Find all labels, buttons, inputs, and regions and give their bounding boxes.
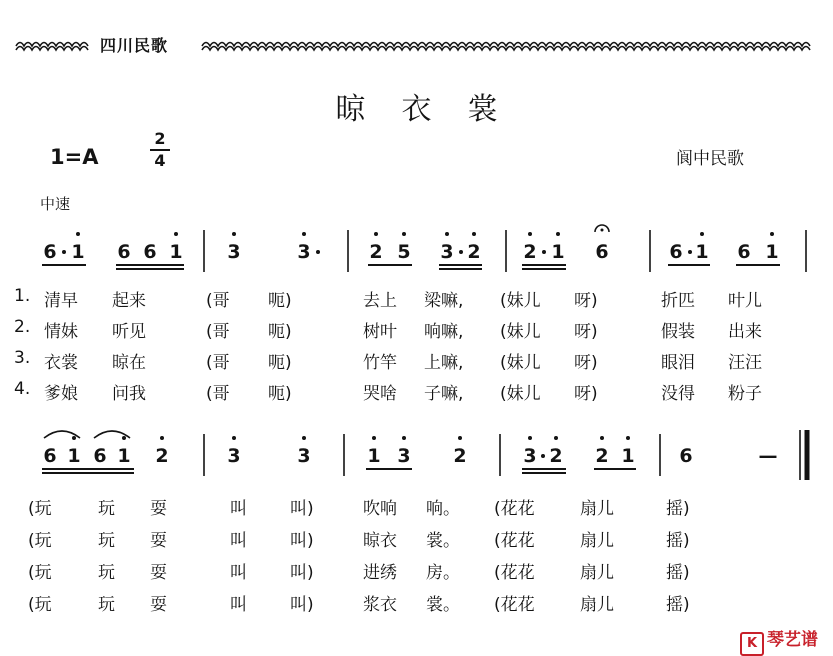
- octave-dot: [302, 436, 306, 440]
- logo-icon: K: [740, 632, 764, 656]
- lyric-word: (妹儿: [500, 322, 541, 342]
- note-7: 3: [297, 445, 311, 467]
- note-15: 6: [669, 241, 683, 263]
- lyric-word: (妹儿: [500, 291, 541, 311]
- octave-dot: [770, 232, 774, 236]
- duration-dot: [542, 250, 546, 254]
- lyric-word: 扇儿: [580, 563, 614, 583]
- time-signature: [150, 130, 170, 170]
- octave-dot: [458, 436, 462, 440]
- octave-dot: [528, 436, 532, 440]
- lyric-word: 扇儿: [580, 595, 614, 615]
- note-14: 1: [621, 445, 635, 467]
- duration-dot: [316, 250, 320, 254]
- lyric-word: (哥: [206, 291, 230, 311]
- lyric-word: 折匹: [661, 291, 695, 311]
- watermark-logo: [740, 625, 818, 656]
- lyric-word: 耍: [150, 563, 167, 583]
- lyric-word: 叫: [230, 595, 247, 615]
- lyric-word: 粉子: [728, 384, 762, 404]
- note-10: 2: [453, 445, 467, 467]
- duration-dot: [62, 250, 66, 254]
- fermata-dot: [601, 229, 604, 232]
- lyric-word: 上嘛,: [424, 353, 464, 373]
- decorative-wave-right: [200, 36, 812, 52]
- note-5: 2: [155, 445, 169, 467]
- octave-dot: [174, 232, 178, 236]
- lyric-word: (妹儿: [500, 353, 541, 373]
- lyric-word: 叫: [230, 531, 247, 551]
- lyric-word: (玩: [28, 531, 52, 551]
- lyric-word: 梁嘛,: [424, 291, 464, 311]
- lyric-word: (哥: [206, 384, 230, 404]
- lyric-word: 呃): [268, 291, 292, 311]
- lyric-word: 吹响: [363, 499, 397, 519]
- lyric-word: 叫: [230, 499, 247, 519]
- lyric-word: 摇): [666, 499, 690, 519]
- note-9: 5: [397, 241, 411, 263]
- lyric-word: 摇): [666, 563, 690, 583]
- lyric-word: 叫): [290, 563, 314, 583]
- note-7: 3: [297, 241, 311, 263]
- lyric-word: (玩: [28, 499, 52, 519]
- lyric-word: 子嘛,: [424, 384, 464, 404]
- lyric-word: 叫): [290, 531, 314, 551]
- lyric-word: 摇): [666, 531, 690, 551]
- lyric-word: 玩: [98, 595, 115, 615]
- note-8: 1: [367, 445, 381, 467]
- lyric-word: 耍: [150, 531, 167, 551]
- tempo-marking: 中速: [40, 195, 71, 213]
- lyric-word: 呀): [574, 353, 598, 373]
- octave-dot: [232, 436, 236, 440]
- lyric-word: 衣裳: [44, 353, 78, 373]
- octave-dot: [600, 436, 604, 440]
- lyric-word: (花花: [494, 595, 535, 615]
- note-14: 6: [595, 241, 609, 263]
- note-6: 3: [227, 241, 241, 263]
- lyric-word: 裳。: [426, 595, 460, 615]
- lyric-word: 呀): [574, 291, 598, 311]
- note-17: 6: [737, 241, 751, 263]
- note-16: —: [758, 445, 778, 467]
- lyric-word: (花花: [494, 531, 535, 551]
- octave-dot: [72, 436, 76, 440]
- note-10: 3: [440, 241, 454, 263]
- lyric-word: 去上: [363, 291, 397, 311]
- note-12: 2: [523, 241, 537, 263]
- lyric-word: (花花: [494, 563, 535, 583]
- lyric-word: 叶儿: [728, 291, 762, 311]
- note-3: 6: [117, 241, 131, 263]
- watermark-text: 琴艺谱: [767, 630, 818, 650]
- lyric-word: 3.: [14, 348, 31, 368]
- series-label: 四川民歌: [100, 36, 169, 55]
- lyric-word: 假装: [661, 322, 695, 342]
- note-4: 6: [143, 241, 157, 263]
- lyric-word: 呃): [268, 384, 292, 404]
- lyric-word: (哥: [206, 353, 230, 373]
- lyric-word: 2.: [14, 317, 31, 337]
- lyric-word: 扇儿: [580, 499, 614, 519]
- lyric-word: 哭啥: [363, 384, 397, 404]
- time-top: 2: [154, 129, 166, 148]
- key-signature: 1=A: [50, 145, 99, 169]
- lyric-word: 呀): [574, 322, 598, 342]
- lyric-word: 扇儿: [580, 531, 614, 551]
- octave-dot: [302, 232, 306, 236]
- lyric-word: (玩: [28, 595, 52, 615]
- note-8: 2: [369, 241, 383, 263]
- lyric-word: 情妹: [44, 322, 78, 342]
- lyric-word: 响。: [426, 499, 460, 519]
- octave-dot: [472, 232, 476, 236]
- octave-dot: [445, 232, 449, 236]
- lyric-word: (哥: [206, 322, 230, 342]
- lyric-word: 爹娘: [44, 384, 78, 404]
- note-13: 1: [551, 241, 565, 263]
- note-16: 1: [695, 241, 709, 263]
- lyric-word: 4.: [14, 379, 31, 399]
- decorative-wave-left: [14, 36, 92, 52]
- octave-dot: [160, 436, 164, 440]
- lyric-word: 玩: [98, 499, 115, 519]
- lyric-word: 叫: [230, 563, 247, 583]
- lyric-word: 晾衣: [363, 531, 397, 551]
- octave-dot: [626, 436, 630, 440]
- duration-dot: [688, 250, 692, 254]
- note-15: 6: [679, 445, 693, 467]
- note-5: 1: [169, 241, 183, 263]
- notation-system-2: [0, 426, 833, 486]
- lyric-word: 浆衣: [363, 595, 397, 615]
- duration-dot: [541, 454, 545, 458]
- note-3: 6: [93, 445, 107, 467]
- lyric-word: 玩: [98, 563, 115, 583]
- lyric-word: 眼泪: [661, 353, 695, 373]
- lyric-word: 裳。: [426, 531, 460, 551]
- lyric-word: 房。: [426, 563, 460, 583]
- lyric-word: 呃): [268, 353, 292, 373]
- note-1: 6: [43, 445, 57, 467]
- octave-dot: [402, 436, 406, 440]
- lyric-word: 树叶: [363, 322, 397, 342]
- lyric-word: 响嘛,: [424, 322, 464, 342]
- lyric-word: 耍: [150, 499, 167, 519]
- octave-dot: [374, 232, 378, 236]
- lyric-word: 进绣: [363, 563, 397, 583]
- note-11: 3: [523, 445, 537, 467]
- lyric-word: 听见: [112, 322, 146, 342]
- note-11: 2: [467, 241, 481, 263]
- lyric-word: 汪汪: [728, 353, 762, 373]
- octave-dot: [372, 436, 376, 440]
- note-18: 1: [765, 241, 779, 263]
- lyric-word: 玩: [98, 531, 115, 551]
- time-bottom: 4: [154, 151, 166, 170]
- octave-dot: [402, 232, 406, 236]
- song-title: 晾衣裳: [335, 92, 534, 127]
- note-1: 6: [43, 241, 57, 263]
- octave-dot: [556, 232, 560, 236]
- note-12: 2: [549, 445, 563, 467]
- lyric-word: 呃): [268, 322, 292, 342]
- note-2: 1: [71, 241, 85, 263]
- note-9: 3: [397, 445, 411, 467]
- note-13: 2: [595, 445, 609, 467]
- octave-dot: [232, 232, 236, 236]
- note-6: 3: [227, 445, 241, 467]
- octave-dot: [700, 232, 704, 236]
- lyric-word: 起来: [112, 291, 146, 311]
- lyric-word: (妹儿: [500, 384, 541, 404]
- duration-dot: [459, 250, 463, 254]
- lyric-word: 出来: [728, 322, 762, 342]
- lyric-word: 晾在: [112, 353, 146, 373]
- note-2: 1: [67, 445, 81, 467]
- lyric-word: 耍: [150, 595, 167, 615]
- octave-dot: [76, 232, 80, 236]
- lyric-word: (玩: [28, 563, 52, 583]
- octave-dot: [122, 436, 126, 440]
- lyric-word: 1.: [14, 286, 31, 306]
- notation-system-1: [0, 222, 833, 282]
- lyric-word: 叫): [290, 595, 314, 615]
- song-origin: 阆中民歌: [676, 149, 744, 169]
- lyric-word: (花花: [494, 499, 535, 519]
- lyric-word: 摇): [666, 595, 690, 615]
- lyric-word: 叫): [290, 499, 314, 519]
- lyric-word: 竹竿: [363, 353, 397, 373]
- lyric-word: 没得: [661, 384, 695, 404]
- lyric-word: 清早: [44, 291, 78, 311]
- octave-dot: [528, 232, 532, 236]
- lyric-word: 呀): [574, 384, 598, 404]
- note-4: 1: [117, 445, 131, 467]
- lyric-word: 问我: [112, 384, 146, 404]
- octave-dot: [554, 436, 558, 440]
